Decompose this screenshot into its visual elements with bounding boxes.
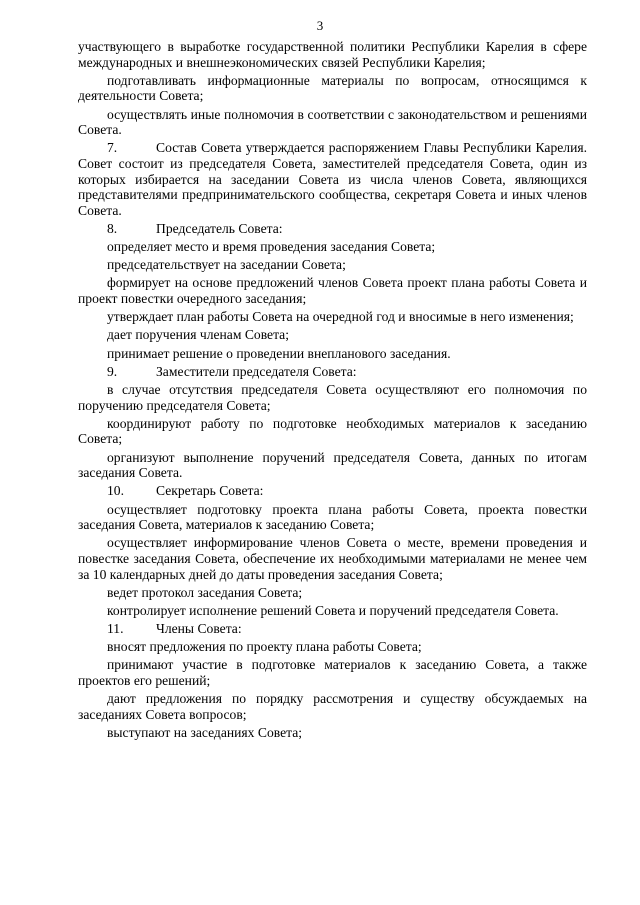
clause-number: 10.: [107, 483, 124, 499]
clause-text: Председатель Совета:: [156, 220, 283, 236]
page-number: 3: [316, 18, 324, 33]
clause-text: Заместители председателя Совета:: [156, 363, 357, 379]
clause-10-heading: [78, 483, 587, 499]
clause-11-heading: [78, 621, 587, 637]
paragraph: осуществляет подготовку проекта плана работы Совета, проекта повестки заседания Совета, материалов к заседанию Совета;: [78, 501, 587, 533]
paragraph: в случае отсутствия председателя Совета осуществляют его полномочия по поручению председателя Совета;: [78, 382, 587, 413]
paragraph: формирует на основе предложений членов Совета проект плана работы Совета и проект повестки очередного заседания;: [78, 275, 587, 307]
clause-text: Секретарь Совета:: [156, 483, 264, 499]
paragraph: вносят предложения по проекту плана работы Совета;: [107, 639, 422, 655]
clause-7: [78, 140, 587, 218]
paragraph: осуществляет информирование членов Совета о месте, времени проведения и повестке заседания Совета, обеспечение их необходимыми материалами не менее чем за 10 календарных дней до даты проведения заседания Совета;: [78, 535, 587, 582]
clause-text: Состав Совета утверждается распоряжением Главы Республики Карелия. Совет состоит из председателя Совета, заместителей председателя Совета, один из которых избирается на заседании Совета из числа членов Совета, являющихся представителями предпринимательского сообщества, секретаря Совета и иных членов Совета.: [78, 140, 587, 218]
paragraph: организуют выполнение поручений председателя Совета, данных по итогам заседания Совета.: [78, 449, 587, 481]
paragraph: ведет протокол заседания Совета;: [107, 584, 303, 600]
clause-number: 11.: [107, 621, 124, 637]
paragraph: дают предложения по порядку рассмотрения и существу обсуждаемых на заседаниях Совета вопросов;: [78, 691, 587, 722]
paragraph-continuation: участвующего в выработке государственной политики Республики Карелия в сфере международных и внешнеэкономических связей Республики Карелия;: [78, 39, 587, 70]
paragraph: председательствует на заседании Совета;: [107, 257, 346, 273]
paragraph: контролирует исполнение решений Совета и поручений председателя Совета.: [107, 602, 559, 618]
paragraph: принимает решение о проведении внепланового заседания.: [107, 345, 451, 361]
paragraph: осуществлять иные полномочия в соответствии с законодательством и решениями Совета.: [78, 106, 587, 138]
clause-number: 9.: [107, 363, 118, 379]
paragraph: дает поручения членам Совета;: [107, 327, 289, 343]
clause-8-heading: [78, 221, 587, 237]
paragraph: утверждает план работы Совета на очередной год и вносимые в него изменения;: [107, 309, 574, 325]
clause-number: 7.: [107, 140, 118, 156]
paragraph: определяет место и время проведения заседания Совета;: [107, 239, 436, 255]
paragraph: принимают участие в подготовке материалов к заседанию Совета, а также проектов его решений;: [78, 657, 587, 689]
document-body: [78, 39, 587, 743]
clause-text: Члены Совета:: [156, 621, 242, 637]
clause-9-heading: [78, 364, 587, 380]
paragraph: выступают на заседаниях Совета;: [107, 725, 303, 740]
clause-number: 8.: [107, 220, 118, 236]
paragraph: координируют работу по подготовке необходимых материалов к заседанию Совета;: [78, 415, 587, 447]
paragraph: подготавливать информационные материалы по вопросам, относящимся к деятельности Совета;: [78, 72, 587, 104]
